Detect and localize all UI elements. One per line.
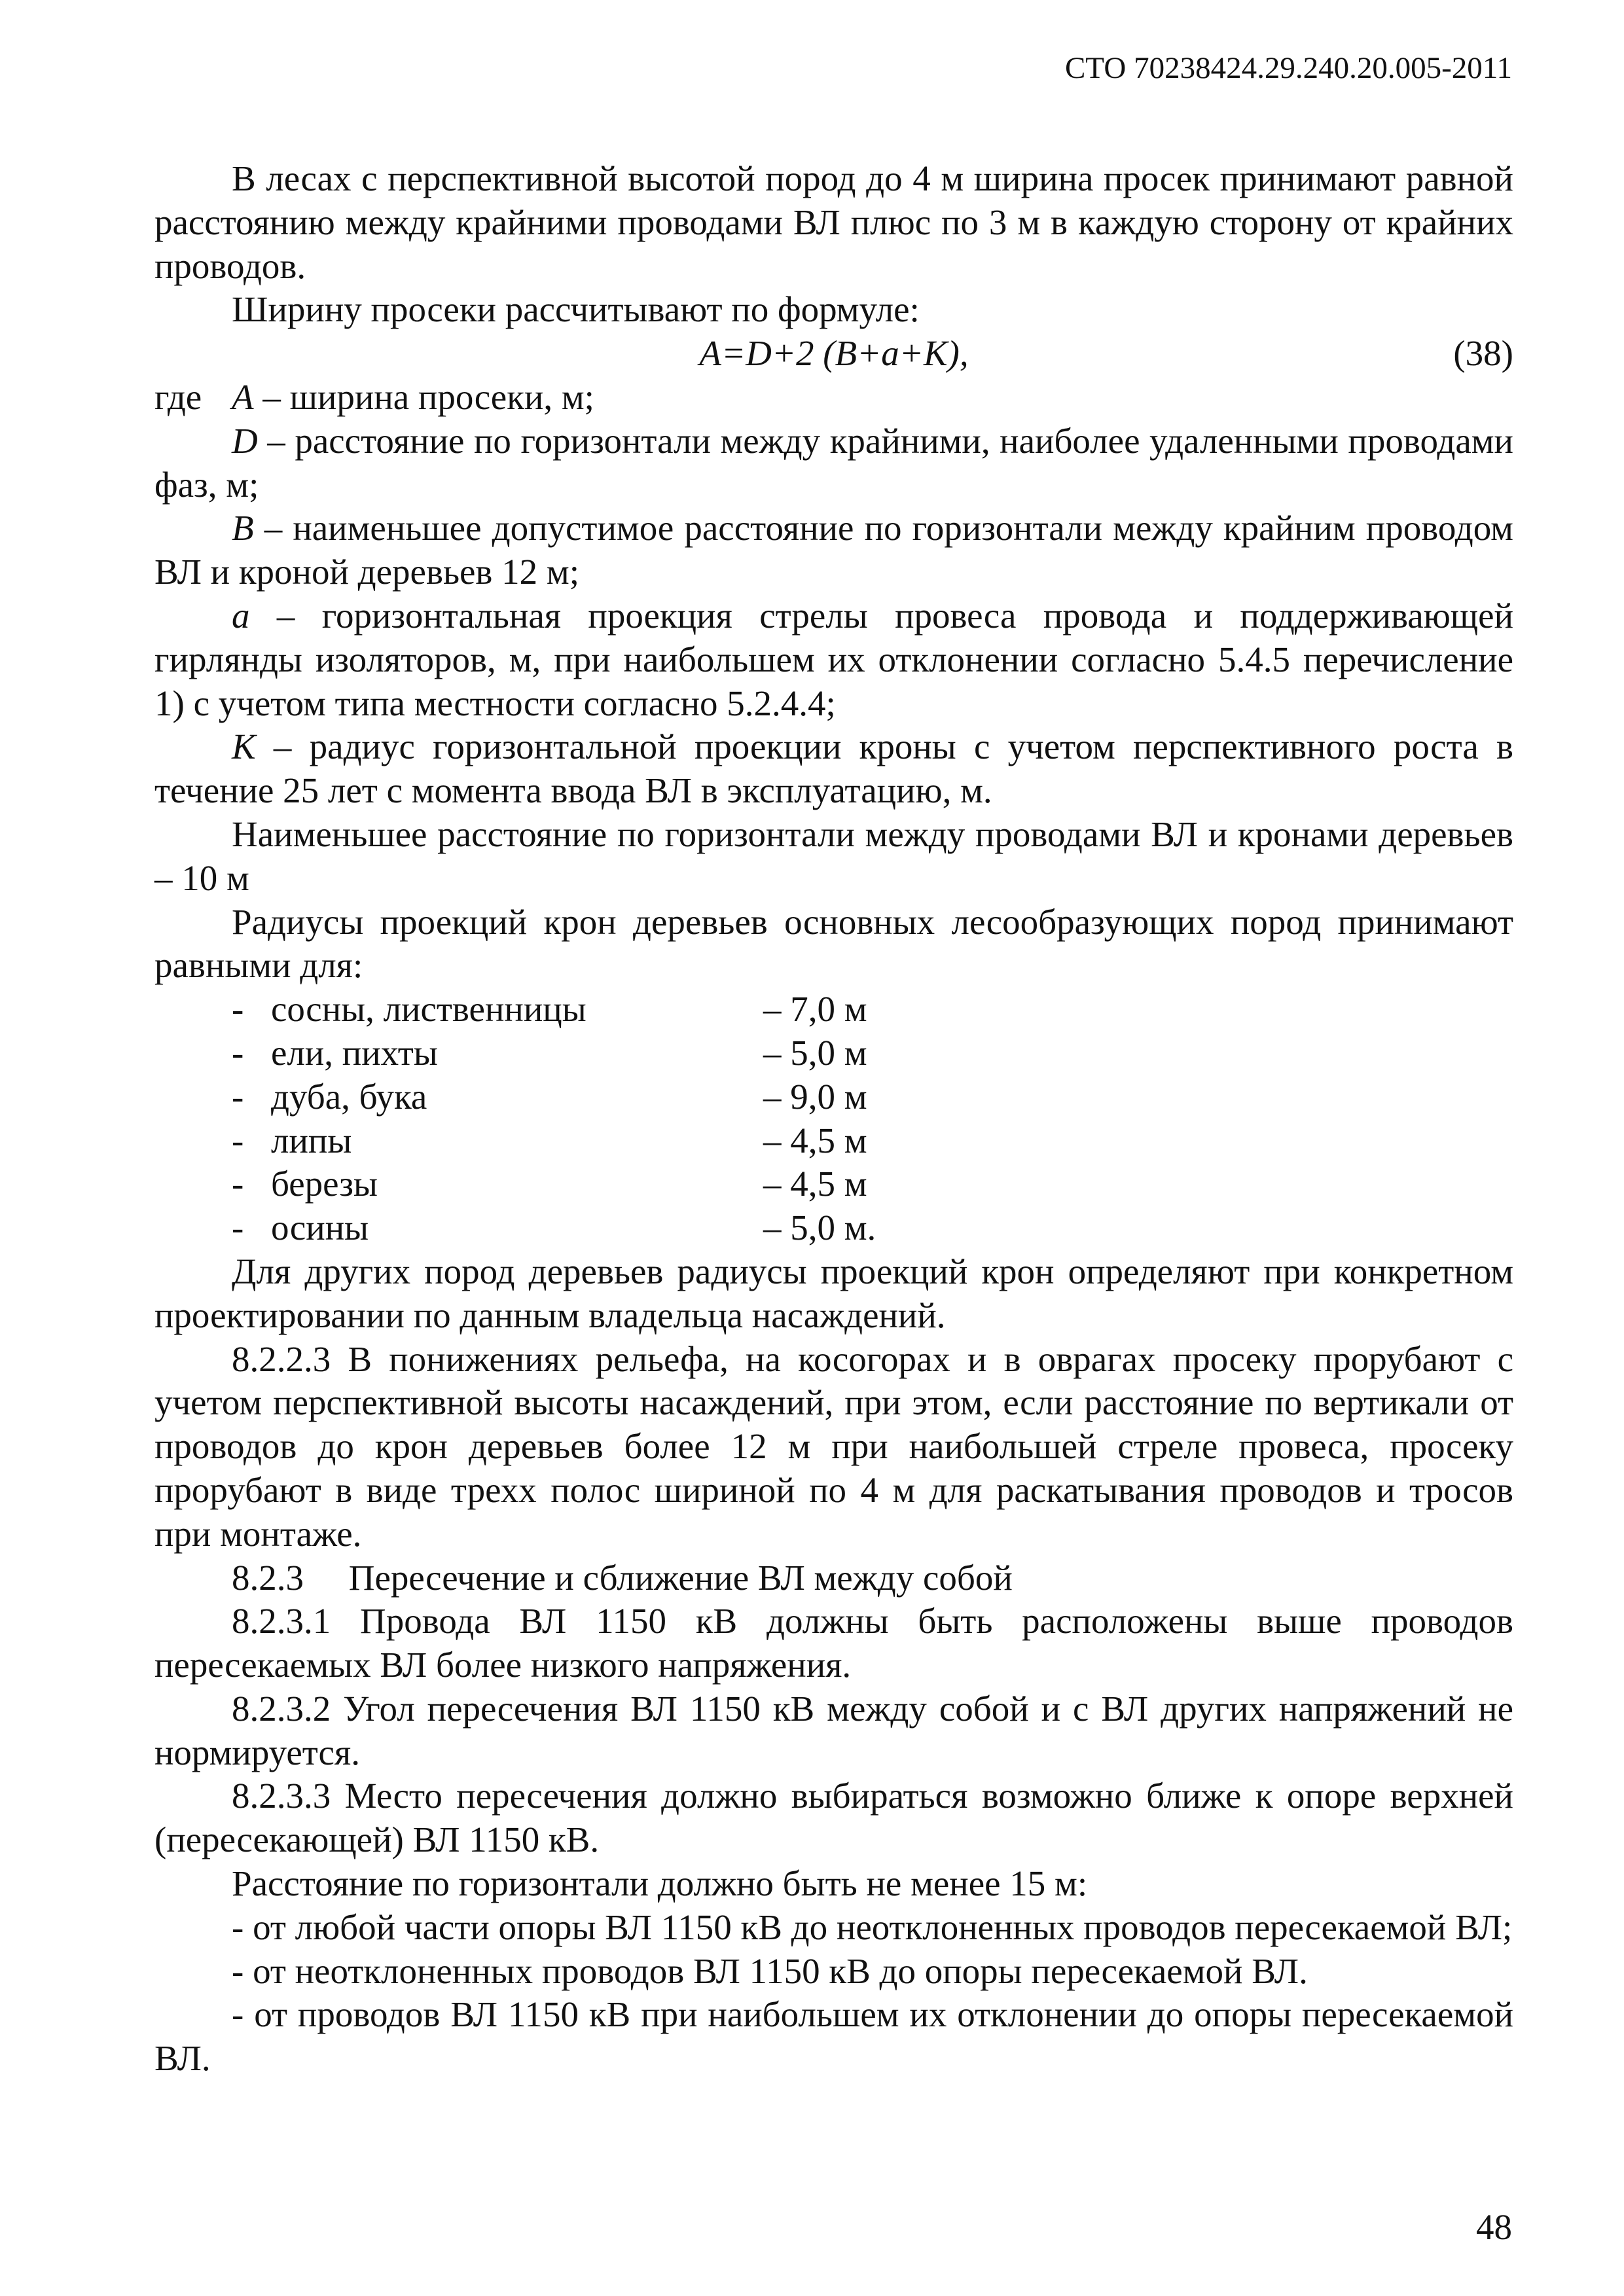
formula: A=D+2 (B+a+K),: [699, 333, 969, 374]
section-heading: 8.2.3 Пересечение и сближение ВЛ между собой: [232, 1557, 1013, 1598]
paragraph: Для других пород деревьев радиусы проекций крон определяют при конкретном проектировании по данным владельца насаждений.: [154, 1251, 1513, 1335]
list-item: [154, 1162, 1513, 1206]
definition-text: – ширина просеки, м;: [253, 376, 594, 417]
paragraph: 8.2.2.3 В понижениях рельефа, на косогорах и в оврагах просеку прорубают с учетом перспективной высоты насаждений, при этом, если расстояние по вертикали от проводов до крон деревьев более 12 м при наибольшей стреле провеса, просеку прорубают в виде трехх полос шириной по 4 м для раскатывания проводов и тросов при монтаже.: [154, 1338, 1513, 1554]
list-item: [154, 1075, 1513, 1119]
radius-value: – 9,0 м: [763, 1076, 867, 1117]
document-code: СТО 70238424.29.240.20.005-2011: [1064, 51, 1512, 85]
list-bullet: -: [232, 1032, 244, 1073]
definition: [154, 420, 1513, 507]
list-item: [154, 988, 1513, 1031]
formula-number: (38): [1453, 333, 1513, 374]
list-bullet: -: [232, 1076, 244, 1117]
definition: [154, 594, 1513, 725]
list-bullet: -: [232, 989, 244, 1030]
symbol: B: [232, 508, 254, 548]
paragraph: - от любой части опоры ВЛ 1150 кВ до неотклоненных проводов пересекаемой ВЛ;: [232, 1907, 1513, 1947]
tree-name: ели, пихты: [271, 1032, 438, 1073]
list-item: [154, 1119, 1513, 1163]
paragraph: Ширину просеки рассчитывают по формуле:: [232, 289, 920, 330]
paragraph: Наименьшее расстояние по горизонтали между проводами ВЛ и кронами деревьев – 10 м: [154, 814, 1513, 898]
formula-row: [154, 332, 1513, 376]
tree-name: дуба, бука: [271, 1076, 427, 1117]
definition-text: – радиус горизонтальной проекции кроны с учетом перспективного роста в течение 25 лет с момента ввода ВЛ в эксплуатацию, м.: [154, 726, 1513, 811]
radius-value: – 7,0 м: [763, 989, 867, 1030]
list-item: [154, 1031, 1513, 1075]
tree-name: осины: [271, 1208, 369, 1248]
paragraph: Радиусы проекций крон деревьев основных лесообразующих пород принимают равными для:: [154, 901, 1513, 986]
paragraph: - от проводов ВЛ 1150 кВ при наибольшем их отклонении до опоры пересекаемой ВЛ.: [154, 1994, 1513, 2079]
definition-text: – расстояние по горизонтали между крайними, наиболее удаленными проводами фаз, м;: [154, 420, 1513, 505]
list-bullet: -: [232, 1208, 244, 1248]
paragraph: 8.2.3.2 Угол пересечения ВЛ 1150 кВ между собой и с ВЛ других напряжений не нормируется.: [154, 1688, 1513, 1772]
radius-value: – 5,0 м: [763, 1032, 867, 1073]
list-item: [154, 1206, 1513, 1250]
paragraph: - от неотклоненных проводов ВЛ 1150 кВ до опоры пересекаемой ВЛ.: [232, 1950, 1308, 1991]
page-number: 48: [1476, 2207, 1512, 2247]
radius-value: – 4,5 м: [763, 1164, 867, 1204]
tree-name: березы: [271, 1164, 378, 1204]
where-label: где: [154, 376, 202, 417]
symbol: D: [232, 420, 258, 461]
radius-value: – 5,0 м.: [763, 1208, 876, 1248]
tree-name: сосны, лиственницы: [271, 989, 586, 1030]
list-bullet: -: [232, 1164, 244, 1204]
paragraph: В лесах с перспективной высотой пород до 4 м ширина просек принимают равной расстоянию между крайними проводами ВЛ плюс по 3 м в каждую сторону от крайних проводов.: [154, 158, 1513, 286]
radius-value: – 4,5 м: [763, 1120, 867, 1160]
paragraph: Расстояние по горизонтали должно быть не менее 15 м:: [232, 1863, 1088, 1904]
tree-name: липы: [271, 1120, 352, 1160]
page-body: [154, 157, 1513, 2081]
symbol: A: [232, 376, 254, 417]
paragraph: 8.2.3.3 Место пересечения должно выбираться возможно ближе к опоре верхней (пересекающей) ВЛ 1150 кВ.: [154, 1776, 1513, 1860]
definition-text: – наименьшее допустимое расстояние по горизонтали между крайним проводом ВЛ и кроной деревьев 12 м;: [154, 508, 1513, 592]
definition: [154, 725, 1513, 813]
paragraph: 8.2.3.1 Провода ВЛ 1150 кВ должны быть расположены выше проводов пересекаемых ВЛ более низкого напряжения.: [154, 1601, 1513, 1685]
definition: [154, 507, 1513, 594]
list-bullet: -: [232, 1120, 244, 1160]
symbol: K: [232, 726, 256, 767]
symbol: a: [232, 595, 250, 636]
definition-first: [154, 376, 1513, 420]
definition-text: – горизонтальная проекция стрелы провеса провода и поддерживающей гирлянды изоляторов, м, при наибольшем их отклонении согласно 5.4.5 перечисление 1) с учетом типа местности согласно 5.2.4.4;: [154, 595, 1513, 723]
